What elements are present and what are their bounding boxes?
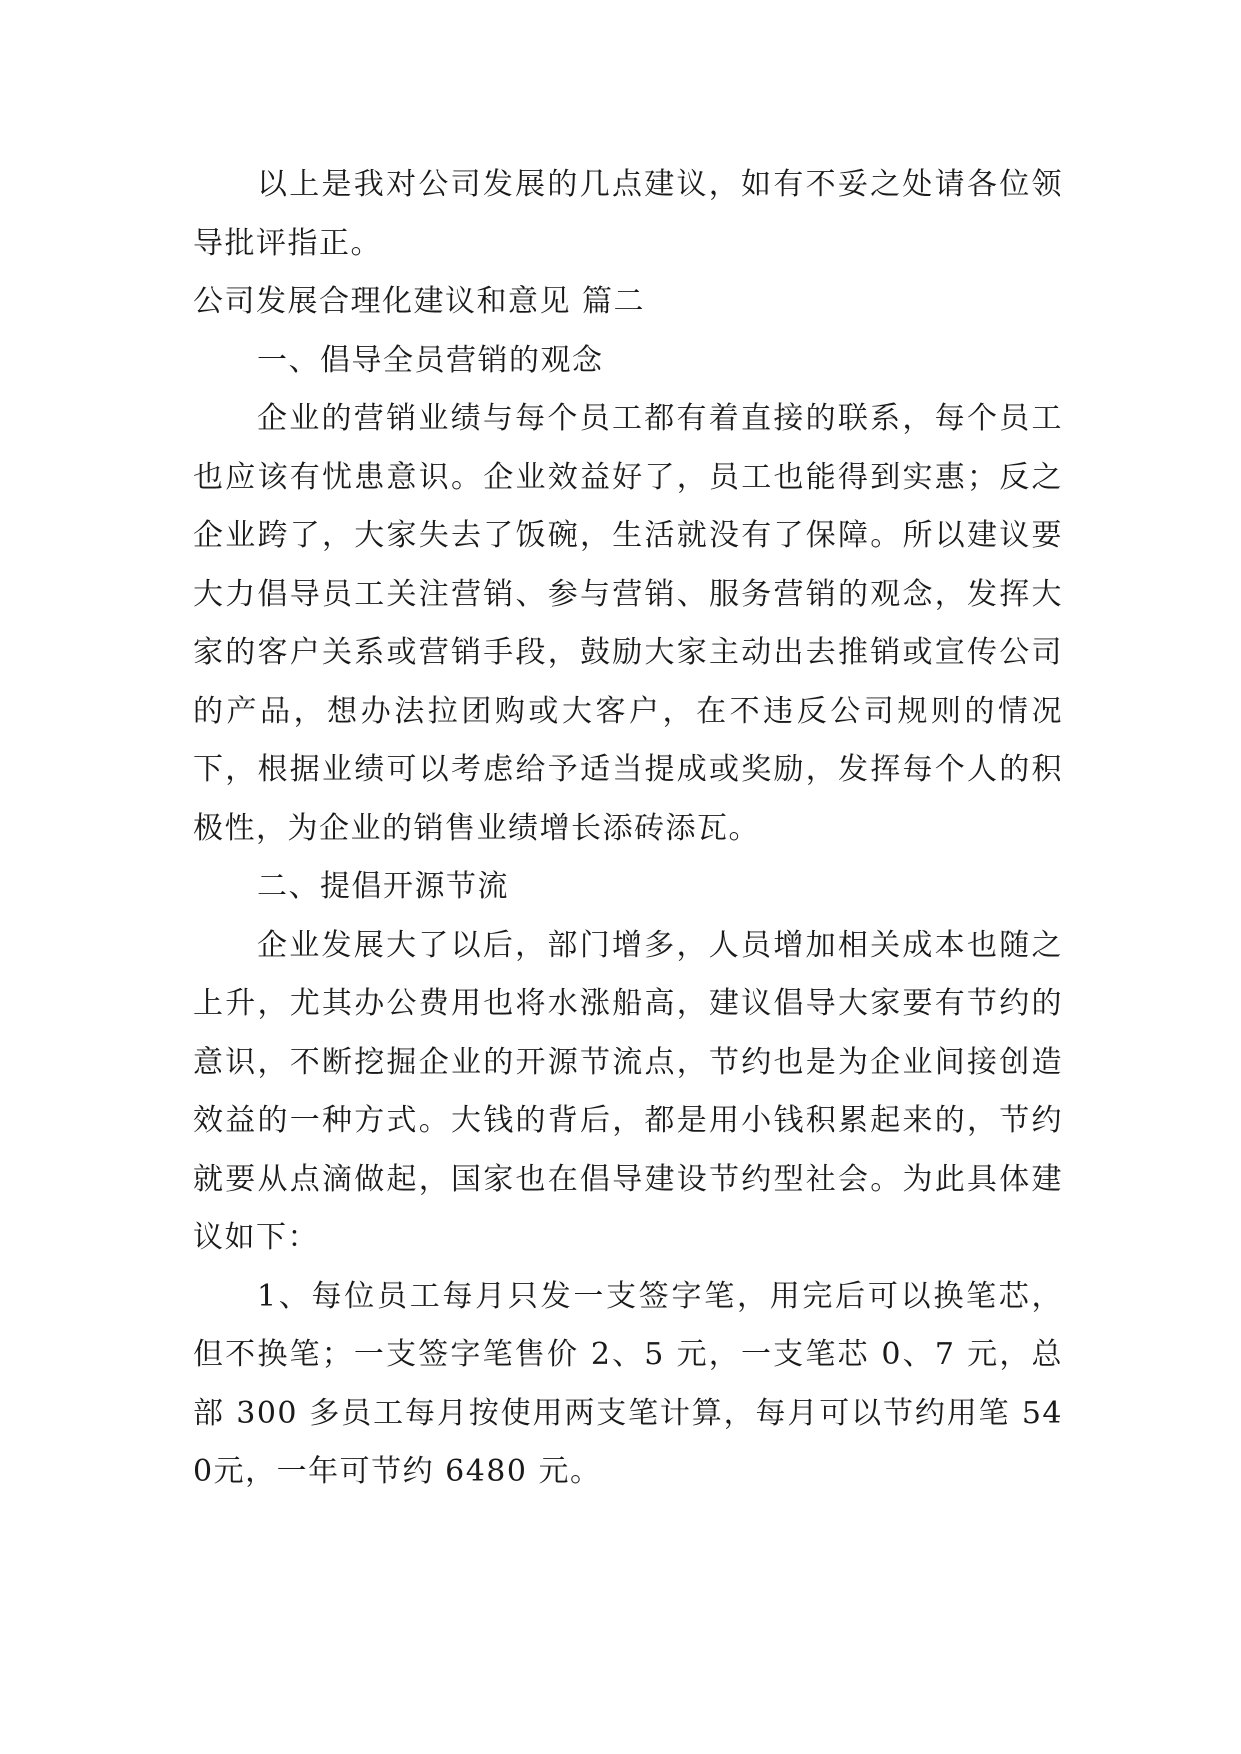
section-heading-2: 二、提倡开源节流 — [257, 869, 509, 904]
body-paragraph-1: 企业的营销业绩与每个员工都有着直接的联系，每个员工也应该有忧患意识。企业效益好了，员工也能得到实惠；反之企业跨了，大家失去了饭碗，生活就没有了保障。所以建议要大力倡导员工关注营销、参与营销、服务营销的观念，发挥大家的客户关系或营销手段，鼓励大家主动出去推销或宣传公司的产品，想办法拉团购或大客户，在不违反公司规则的情况下，根据业绩可以考虑给予适当提成或奖励，发挥每个人的积极性，为企业的销售业绩增长添砖添瓦。 — [193, 401, 1063, 846]
body-paragraph-2: 企业发展大了以后，部门增多，人员增加相关成本也随之上升，尤其办公费用也将水涨船高，建议倡导大家要有节约的意识，不断挖掘企业的开源节流点，节约也是为企业间接创造效益的一种方式。大钱的背后，都是用小钱积累起来的，节约就要从点滴做起，国家也在倡导建设节约型社会。为此具体建议如下： — [193, 927, 1063, 1255]
section-title: 公司发展合理化建议和意见 篇二 — [193, 284, 646, 319]
section-heading-1: 一、倡导全员营销的观念 — [257, 342, 604, 378]
document-body — [193, 156, 1063, 1502]
closing-remark-paragraph: 以上是我对公司发展的几点建议，如有不妥之处请各位领导批评指正。 — [193, 167, 1063, 261]
list-item-1: 1、每位员工每月只发一支签字笔，用完后可以换笔芯，但不换笔；一支签字笔售价 2、5 元，一支笔芯 0、7 元，总部 300 多员工每月按使用两支笔计算，每月可以节约用笔 540元，一年可节约 6480 元。 — [193, 1278, 1063, 1489]
